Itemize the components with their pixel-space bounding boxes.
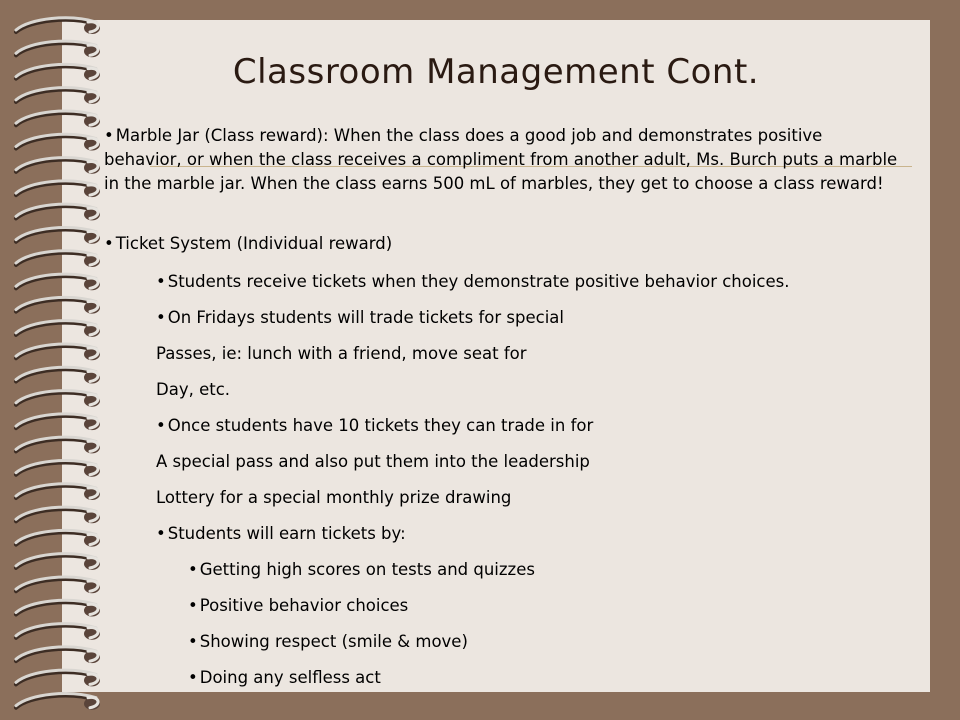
list-item-text: On Fridays students will trade tickets for special xyxy=(167,308,564,327)
list-item xyxy=(188,558,904,582)
spiral-ring xyxy=(16,484,100,500)
list-item-text: Students will earn tickets by: xyxy=(167,524,406,543)
list-item xyxy=(156,378,904,402)
list-item-text: Getting high scores on tests and quizzes xyxy=(199,560,535,579)
list-item-text: Positive behavior choices xyxy=(199,596,409,615)
spiral-ring xyxy=(16,437,100,453)
spiral-ring xyxy=(16,461,100,477)
spiral-ring xyxy=(16,670,100,686)
spiral-ring xyxy=(16,228,100,244)
spiral-binding-icon xyxy=(0,0,130,720)
list-item xyxy=(188,630,904,654)
list-item-text: Marble Jar (Class reward): When the class does a good job and demonstrates positive behavior, or when the class receives a compliment from another adult, Ms. Burch puts a marble in the marble jar. When the class earns 500 mL of marbles, they get to choose a class reward! xyxy=(104,126,898,193)
bullet-dot: • xyxy=(104,126,114,145)
spiral-ring xyxy=(16,274,100,290)
list-item-text: Students receive tickets when they demonstrate positive behavior choices. xyxy=(167,272,790,291)
spiral-ring xyxy=(16,18,100,34)
spiral-ring xyxy=(16,181,100,197)
list-item-text: Passes, ie: lunch with a friend, move seat for xyxy=(156,344,527,363)
spiral-ring xyxy=(16,297,100,313)
list-item xyxy=(156,306,904,330)
spiral-ring xyxy=(16,251,100,267)
bullet-dot: • xyxy=(188,668,198,687)
list-item xyxy=(156,522,904,546)
spiral-ring xyxy=(16,111,100,127)
spiral-ring xyxy=(16,694,100,710)
bullet-dot: • xyxy=(156,308,166,327)
spiral-ring xyxy=(16,204,100,220)
spiral-ring xyxy=(16,647,100,663)
spiral-ring xyxy=(16,321,100,337)
list-item-text: A special pass and also put them into the leadership xyxy=(156,452,590,471)
list-item-text: Day, etc. xyxy=(156,380,231,399)
bullet-dot: • xyxy=(188,596,198,615)
spiral-ring xyxy=(16,414,100,430)
list-item-text: Lottery for a special monthly prize drawing xyxy=(156,488,512,507)
spiral-ring xyxy=(16,600,100,616)
spiral-ring xyxy=(16,391,100,407)
list-item-text: Showing respect (smile & move) xyxy=(199,632,468,651)
list-item xyxy=(156,414,904,438)
spiral-ring xyxy=(16,158,100,174)
list-item-text: Ticket System (Individual reward) xyxy=(115,234,393,253)
bullet-dot: • xyxy=(188,560,198,579)
list-item xyxy=(156,486,904,510)
list-item xyxy=(156,270,904,294)
spiral-ring xyxy=(16,624,100,640)
bullet-dot: • xyxy=(156,524,166,543)
list-item xyxy=(156,342,904,366)
slide-title: Classroom Management Cont. xyxy=(232,52,760,92)
bullet-dot: • xyxy=(188,632,198,651)
spiral-ring xyxy=(16,577,100,593)
list-item-text: Doing any selfless act xyxy=(199,668,381,687)
list-item xyxy=(104,124,904,196)
bullet-dot: • xyxy=(156,416,166,435)
list-item xyxy=(188,666,904,690)
spiral-ring xyxy=(16,344,100,360)
spiral-ring xyxy=(16,507,100,523)
bullet-dot: • xyxy=(104,234,114,253)
list-item xyxy=(188,594,904,618)
spiral-ring xyxy=(16,134,100,150)
spiral-ring xyxy=(16,554,100,570)
list-item xyxy=(156,450,904,474)
spiral-ring xyxy=(16,367,100,383)
bullet-dot: • xyxy=(156,272,166,291)
list-item xyxy=(104,232,904,256)
list-item-text: Once students have 10 tickets they can trade in for xyxy=(167,416,594,435)
spiral-ring xyxy=(16,530,100,546)
